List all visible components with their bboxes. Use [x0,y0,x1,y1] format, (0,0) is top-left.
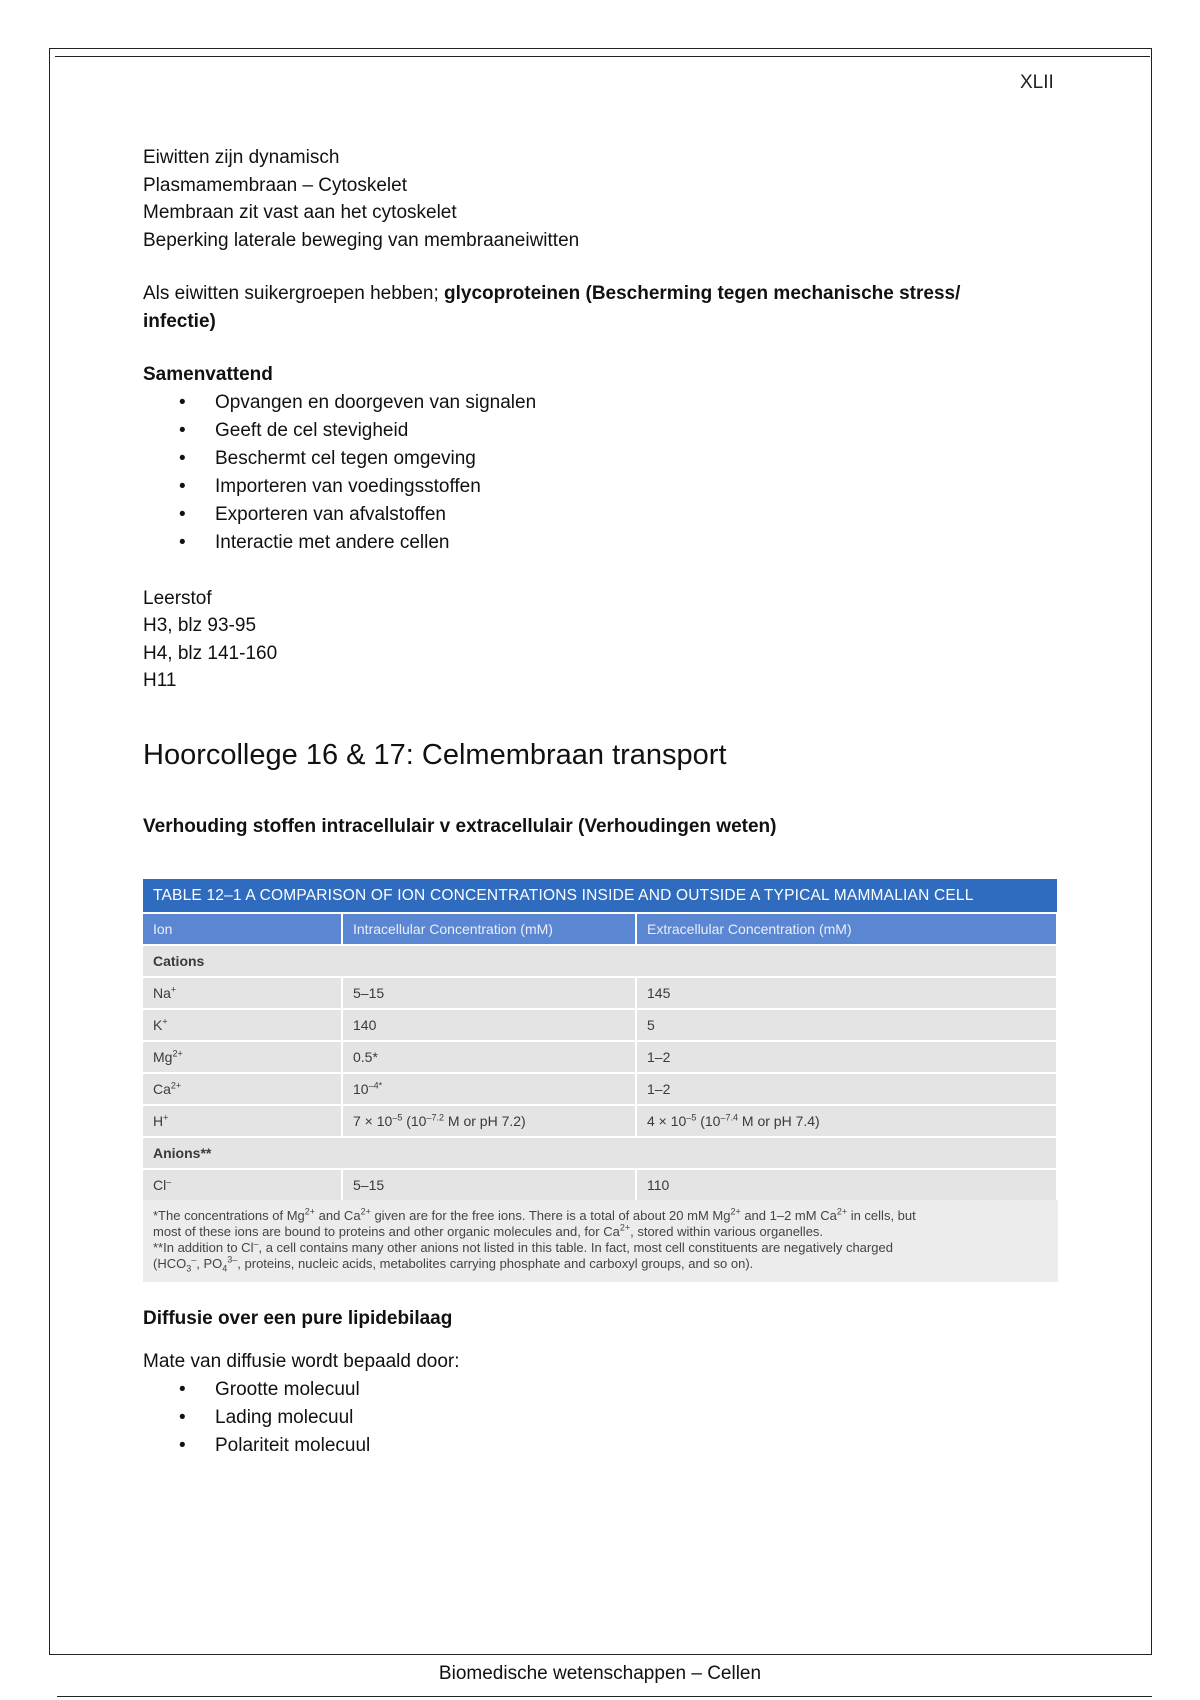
intro-line: Membraan zit vast aan het cytoskelet [143,202,457,223]
footer-rule [57,1696,1152,1697]
page-footer: Biomedische wetenschappen – Cellen [438,1663,762,1684]
footnote-2: **In addition to Cl–, a cell contains many other anions not listed in this table. In fact, most cell constituents are negatively charged [153,1238,893,1255]
glyco-bold-continuation: infectie) [143,310,216,332]
section-title: Hoorcollege 16 & 17: Celmembraan transport [143,738,727,771]
intracellular-cell: $7 \times 10^{-5}$ ($10^{-7.2}$ M or pH 7.2) [342,1105,636,1137]
summary-list [143,389,1058,557]
diffusion-list-item: • Grootte molecuul [143,1376,1058,1404]
glyco-prefix: Als eiwitten suikergroepen hebben; [143,283,445,304]
ratio-heading: Verhouding stoffen intracellulair v extracellulair (Verhoudingen weten) [143,815,777,837]
study-material-label: Leerstof [143,587,212,609]
table-row [143,1169,1057,1200]
intracellular-cell: $10^{-4*}$ [342,1073,636,1105]
extracellular-cell: $4 \times 10^{-5}$ ($10^{-7.4}$ M or pH 7.4) [636,1105,1057,1137]
ion-cell: $Mg^{2+}$ [143,1041,342,1073]
ion-cell: $Ca^{2+}$ [143,1073,342,1105]
anions-group-label: Anions** [143,1137,1057,1169]
diffusion-list-item: • Polariteit molecuul [143,1432,1058,1460]
summary-list-item: • Exporteren van afvalstoffen [143,501,1058,529]
intracellular-cell: 140 [342,1009,636,1041]
summary-list-item: • Interactie met andere cellen [143,529,1058,557]
extracellular-cell: 145 [636,977,1057,1009]
study-material-line: H11 [143,670,177,691]
ion-cell: K+ [143,1009,342,1041]
page-number: XLII [1020,72,1054,93]
extracellular-cell: 110 [636,1169,1057,1200]
page-content [143,144,1058,840]
glyco-bold-text: glycoproteinen (Bescherming tegen mechanische stress/ [444,283,961,304]
page-border-inner-rule [55,56,1150,57]
summary-list-item: • Opvangen en doorgeven van signalen [143,389,1058,417]
table-header-extracellular: Extracellular Concentration (mM) [636,913,1057,945]
diffusion-intro: Mate van diffusie wordt bepaald door: [143,1351,460,1372]
diffusion-section [143,1305,1058,1460]
table-footnotes [143,1200,1058,1282]
study-material-line: H4, blz 141-160 [143,642,278,664]
intro-line: Beperking laterale beweging van membraaneiwitten [143,229,580,251]
glycoprotein-paragraph [143,280,1058,308]
ion-cell: Cl– [143,1169,342,1200]
ion-cell: H+ [143,1105,342,1137]
extracellular-cell: 5 [636,1009,1057,1041]
summary-heading: Samenvattend [143,364,273,385]
table-header-ion: Ion [143,913,342,945]
intro-line: Eiwitten zijn dynamisch [143,147,340,168]
table-row [143,1009,1057,1041]
footnote-1: *The concentrations of $Mg^{2+}$ and $Ca^{2+}$ given are for the free ions. There is a total of about 20 mM $Mg^{2+}$ and 1–2 mM $Ca^{2+}$ in cells, but [153,1206,916,1223]
table-row [143,945,1057,977]
intro-line: Plasmamembraan – Cytoskelet [143,174,407,196]
intracellular-cell: 0.5* [342,1041,636,1073]
table-row [143,1105,1057,1137]
table-row [143,1137,1057,1169]
summary-list-item: • Geeft de cel stevigheid [143,417,1058,445]
table-row [143,1073,1057,1105]
intracellular-cell: 5–15 [342,1169,636,1200]
cations-group-label: Cations [143,945,1057,977]
table-header-intracellular: Intracellular Concentration (mM) [342,913,636,945]
ion-cell: Na+ [143,977,342,1009]
diffusion-list-item: • Lading molecuul [143,1404,1058,1432]
diffusion-heading: Diffusie over een pure lipidebilaag [143,1308,453,1329]
table-row [143,1041,1057,1073]
ion-concentration-table [143,879,1058,1200]
footnote-2-continued: ($HCO_3^-$, $PO_4^{3-}$, proteins, nucleic acids, metabolites carrying phosphate and carboxyl groups, and so on). [153,1254,754,1274]
table-caption: TABLE 12–1 A COMPARISON OF ION CONCENTRATIONS INSIDE AND OUTSIDE A TYPICAL MAMMALIAN CELL [143,879,1057,913]
table-row [143,977,1057,1009]
study-material-line: H3, blz 93-95 [143,615,257,636]
summary-list-item: • Importeren van voedingsstoffen [143,473,1058,501]
summary-list-item: • Beschermt cel tegen omgeving [143,445,1058,473]
footnote-1-continued: most of these ions are bound to proteins and other organic molecules and, for $Ca^{2+}$, stored within various organelles. [153,1222,824,1239]
diffusion-list [143,1376,1058,1460]
extracellular-cell: 1–2 [636,1073,1057,1105]
extracellular-cell: 1–2 [636,1041,1057,1073]
intracellular-cell: 5–15 [342,977,636,1009]
ion-concentration-table-figure [143,879,1058,1282]
